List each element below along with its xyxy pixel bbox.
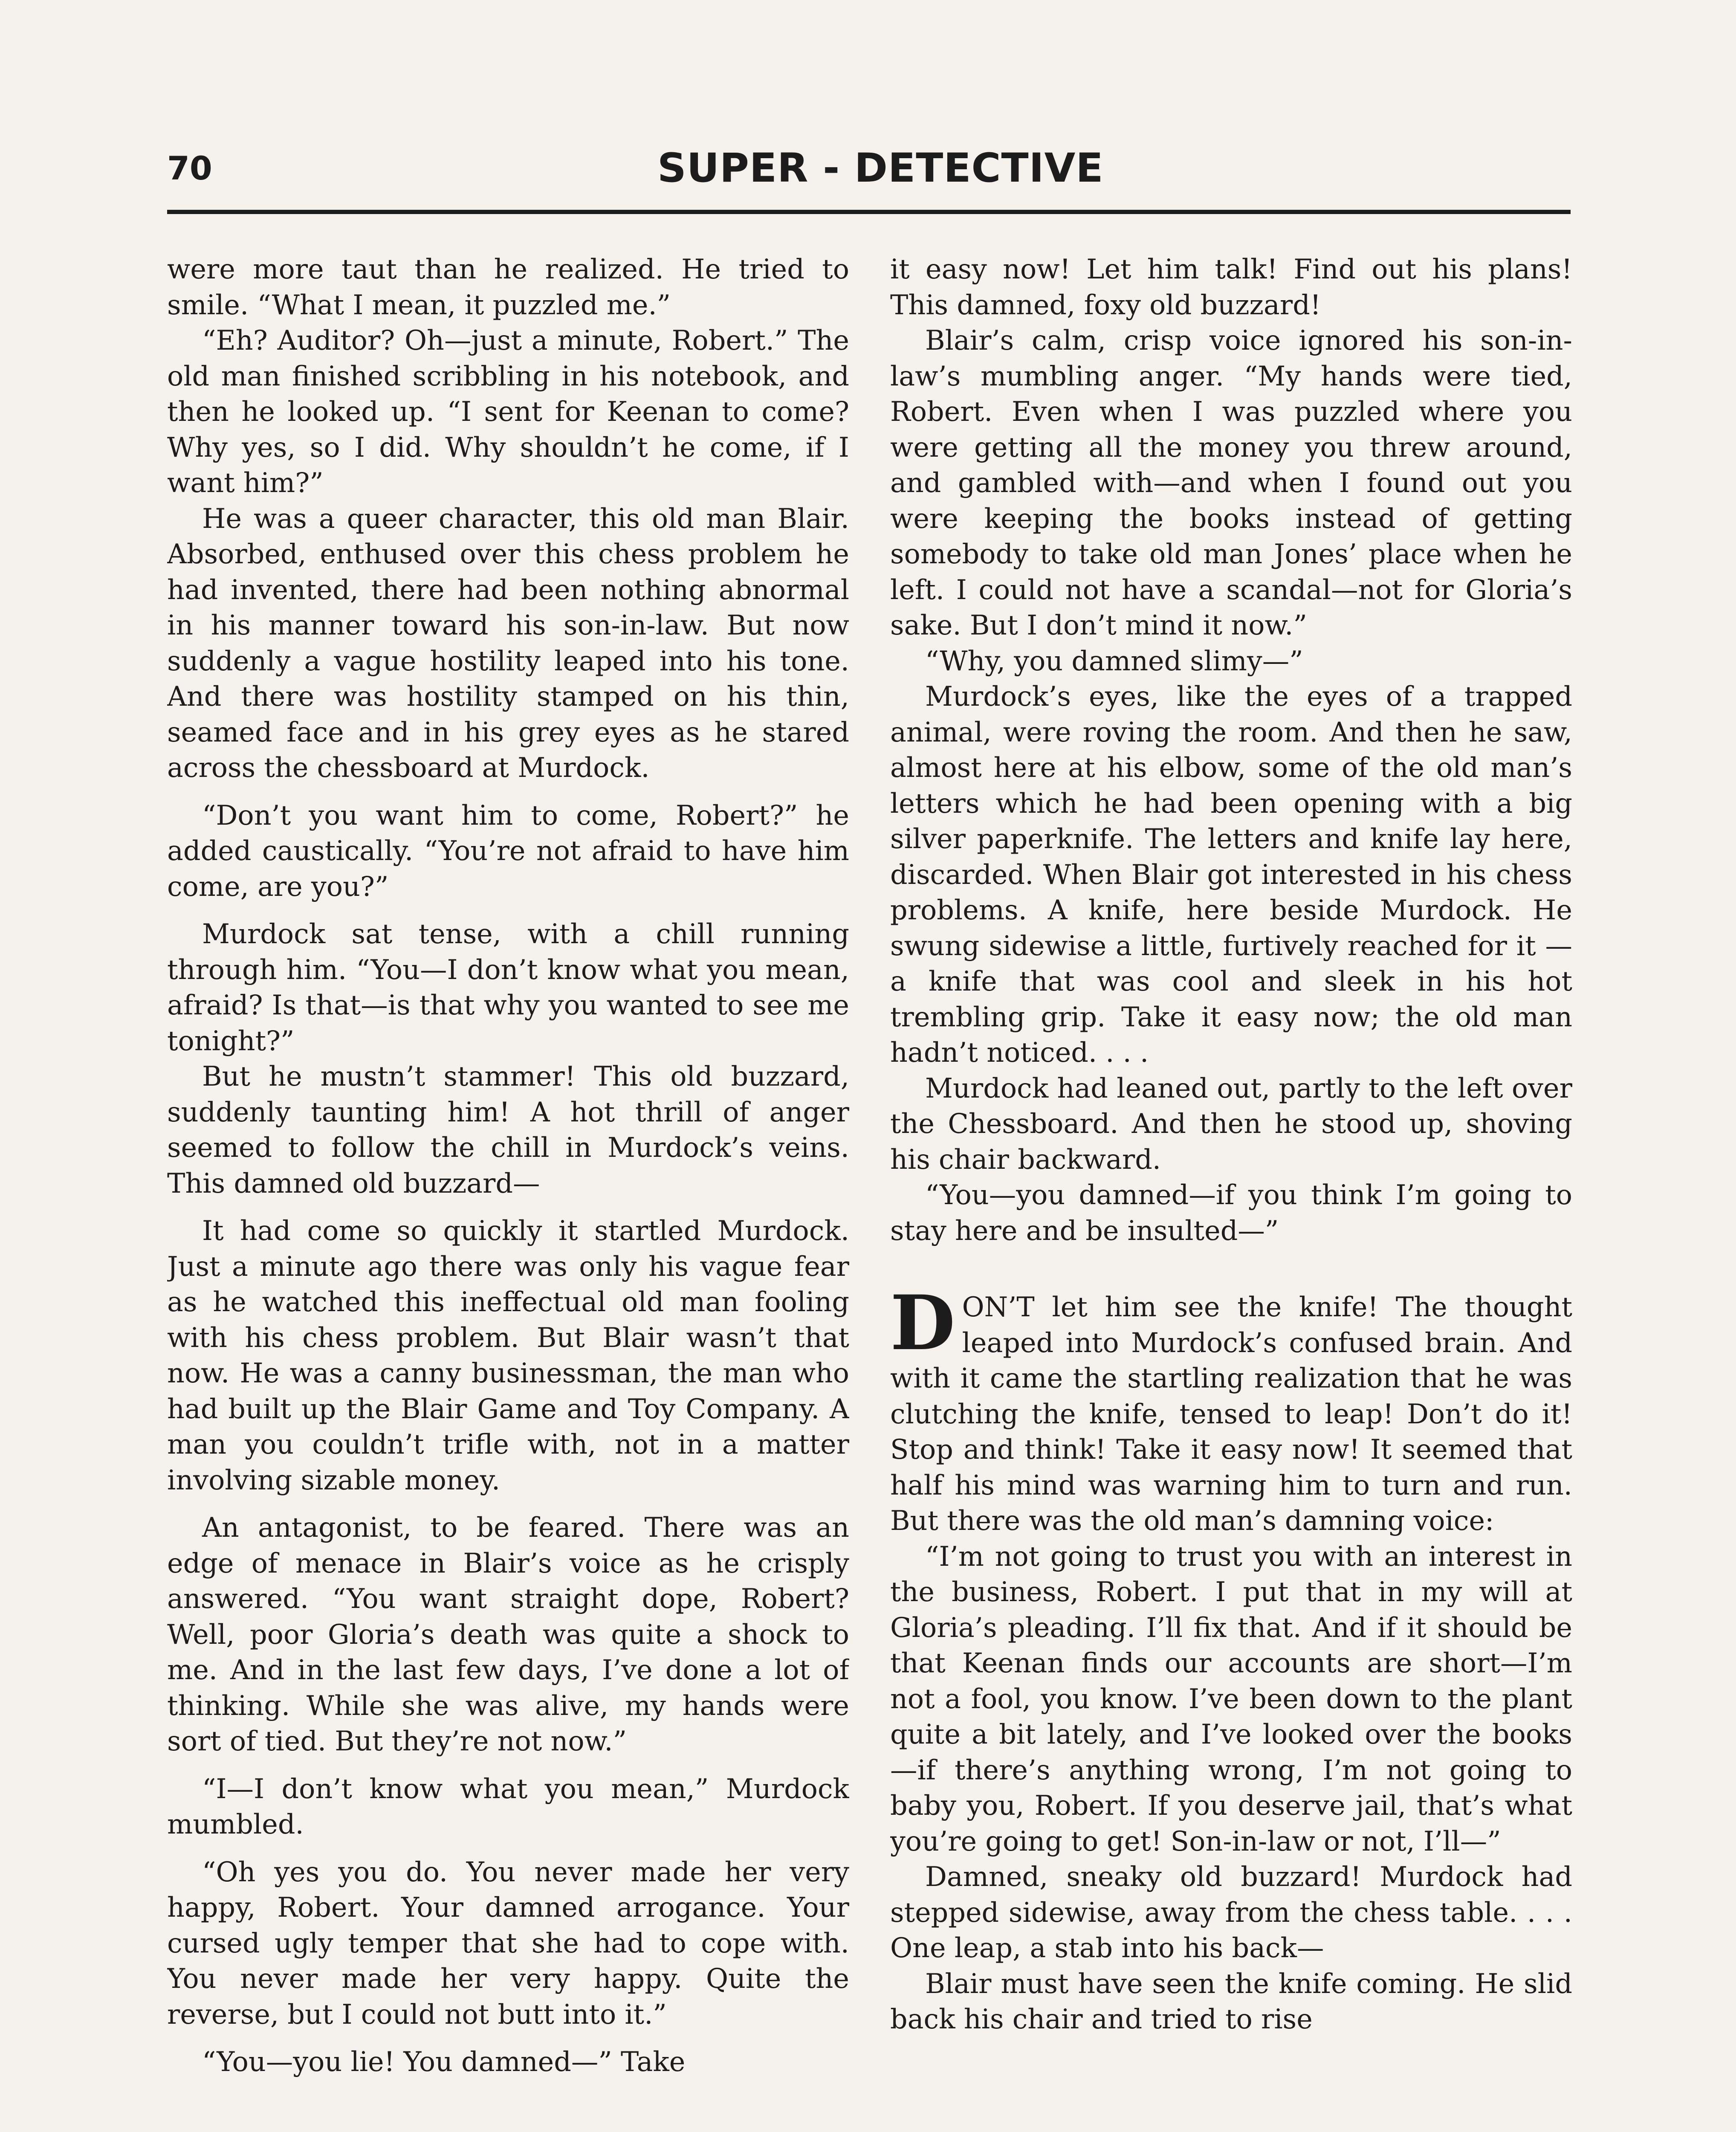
paragraph: Murdock’s eyes, like the eyes of a trapped animal, were roving the room. And then he saw, almost here at his elbow, some of the old man’s letters which he had been opening with a big silver paperknife. The letters and knife lay here, discarded. When Blair got interested in his chess problems. A knife, here beside Murdock. He swung sidewise a little, furtively reached for it —a knife that was cool and sleek in his hot trembling grip. Take it easy now; the old man hadn’t noticed. . . . bbox=[890, 681, 1572, 1068]
paragraph: Murdock had leaned out, partly to the left over the Chessboard. And then he stood up, shoving his chair backward. bbox=[890, 1072, 1572, 1175]
magazine-title: SUPER - DETECTIVE bbox=[657, 145, 1104, 191]
paragraph: An antagonist, to be feared. There was an edge of menace in Blair’s voice as he crisply answered. “You want straight dope, Robert? Well, poor Gloria’s death was quite a shock to me. And in the last few days, I’ve done a lot of thinking. While she was alive, my hands were sort of tied. But they’re not now.” bbox=[167, 1512, 849, 1757]
page-number: 70 bbox=[167, 149, 212, 187]
paragraph: It had come so quickly it startled Murdock. Just a minute ago there was only his vague fear as he watched this ineffectual old man fooling with his chess problem. But Blair wasn’t that now. He was a canny businessman, the man who had built up the Blair Game and Toy Company. A man you couldn’t trifle with, not in a matter involving sizable money. bbox=[167, 1215, 849, 1496]
paragraph: Blair’s calm, crisp voice ignored his son-in-law’s mumbling anger. “My hands were tied, Robert. Even when I was puzzled where you were getting all the money you threw around, and gambled with—and when I found out you were keeping the books instead of getting somebody to take old man Jones’ place when he left. I could not have a scandal—not for Gloria’s sake. But I don’t mind it now.” bbox=[890, 324, 1572, 641]
paragraph: But he mustn’t stammer! This old buzzard, suddenly taunting him! A hot thrill of anger seemed to follow the chill in Murdock’s veins. This damned old buzzard— bbox=[167, 1060, 849, 1199]
paragraph: “You—you lie! You damned—” Take bbox=[202, 2046, 686, 2077]
paragraph: were more taut than he realized. He tried to smile. “What I mean, it puzzled me.” bbox=[167, 253, 849, 321]
paragraph: “Oh yes you do. You never made her very happy, Robert. Your damned arrogance. Your cursed ugly temper that she had to cope with. You never made her very happy. Quite the reverse, but I could not butt into it.” bbox=[167, 1856, 849, 2030]
paragraph: He was a queer character, this old man Blair. Absorbed, enthused over this chess problem he had invented, there had been nothing abnormal in his manner toward his son-in-law. But now suddenly a vague hostility leaped into his tone. And there was hostility stamped on his thin, seamed face and in his grey eyes as he stared across the chessboard at Murdock. bbox=[167, 502, 849, 783]
header-rule bbox=[167, 210, 1571, 214]
paragraph: “I’m not going to trust you with an interest in the business, Robert. I put that in my will at Gloria’s pleading. I’ll fix that. And if it should be that Keenan finds our accounts are short—I’m not a fool, you know. I’ve been down to the plant quite a bit lately, and I’ve looked over the books—if there’s anything wrong, I’m not going to baby you, Robert. If you deserve jail, that’s what you’re going to get! Son-in-law or not, I’ll—” bbox=[890, 1540, 1572, 1857]
section-text: ON’T let him see the knife! The thought leaped into Murdock’s confused brain. And with it came the startling realization that he was clutching the knife, tensed to leap! Don’t do it! Stop and think! Take it easy now! It seemed that half his mind was warning him to turn and run. But there was the old man’s damning voice: bbox=[890, 1291, 1572, 1536]
paragraph: Blair must have seen the knife coming. He slid back his chair and tried to rise bbox=[890, 1967, 1572, 2035]
drop-cap: D bbox=[890, 1279, 955, 1367]
section-paragraph bbox=[890, 1279, 1572, 1539]
paragraph: it easy now! Let him talk! Find out his plans! This damned, foxy old buzzard! bbox=[890, 253, 1572, 321]
paragraph: “Don’t you want him to come, Robert?” he added caustically. “You’re not afraid to have him come, are you?” bbox=[167, 799, 849, 902]
paragraph: “Eh? Auditor? Oh—just a minute, Robert.” The old man finished scribbling in his notebook, and then he looked up. “I sent for Keenan to come? Why yes, so I did. Why shouldn’t he come, if I want him?” bbox=[167, 324, 849, 498]
page-header bbox=[167, 141, 1571, 209]
paragraph: “I—I don’t know what you mean,” Murdock mumbled. bbox=[167, 1773, 849, 1840]
left-column bbox=[167, 252, 849, 2132]
right-column bbox=[890, 252, 1572, 2132]
paragraph: “Why, you damned slimy—” bbox=[925, 645, 1303, 677]
paragraph: “You—you damned—if you think I’m going to stay here and be insulted—” bbox=[890, 1179, 1572, 1246]
paragraph: Damned, sneaky old buzzard! Murdock had stepped sidewise, away from the chess table. . . . One leap, a stab into his back— bbox=[890, 1861, 1572, 1964]
paragraph: Murdock sat tense, with a chill running through him. “You—I don’t know what you mean, afraid? Is that—is that why you wanted to see me tonight?” bbox=[167, 918, 849, 1057]
